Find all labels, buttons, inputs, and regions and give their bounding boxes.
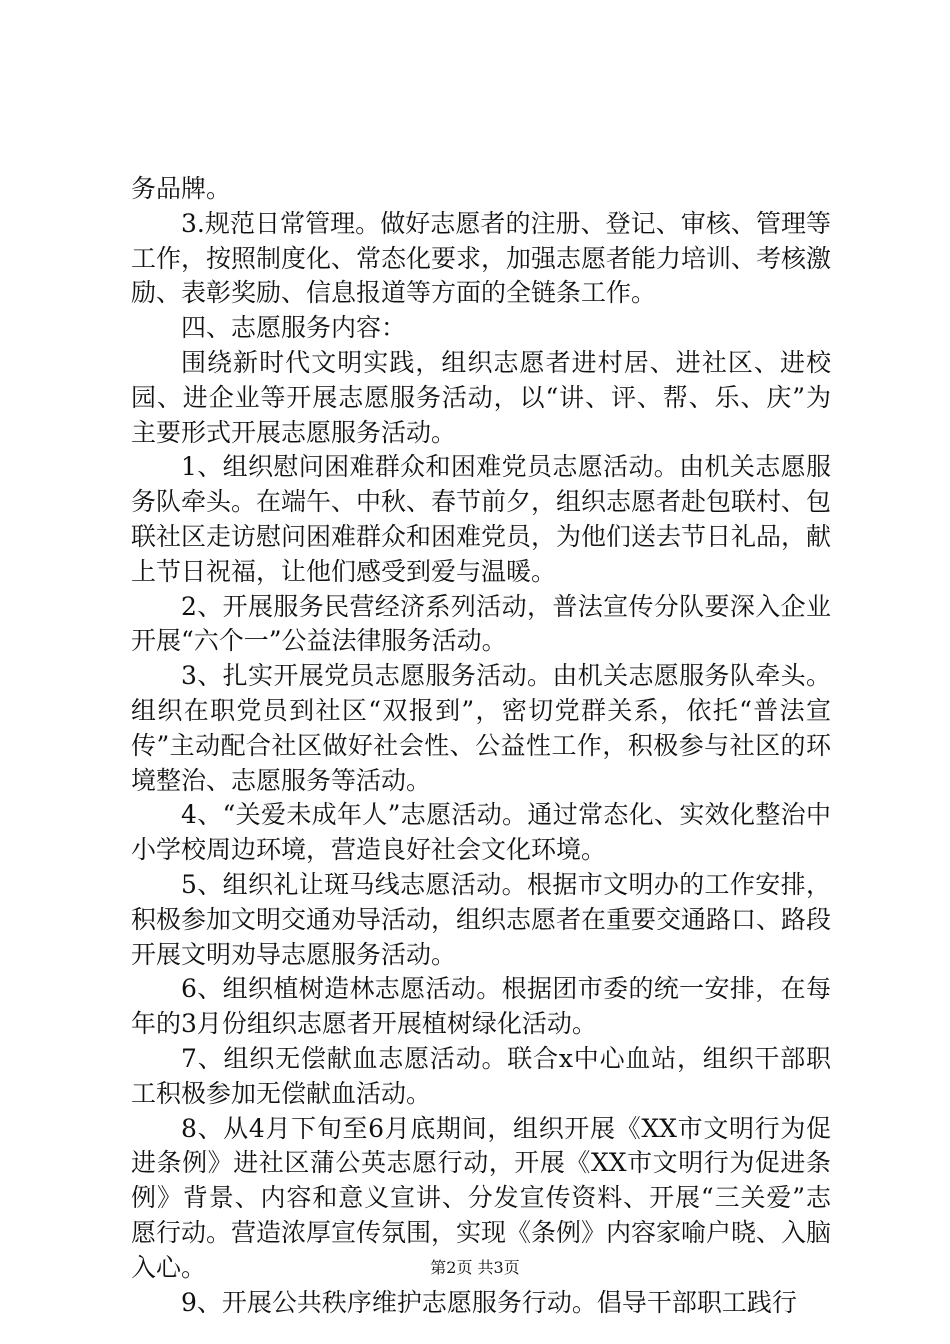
- paragraph-item-3: 3、扎实开展党员志愿服务活动。由机关志愿服务队牵头。组织在职党员到社区“双报到”，密切党群关系，依托“普法宣传”主动配合社区做好社会性、公益性工作，积极参与社区的环境整治、志愿服务等活动。: [131, 661, 831, 795]
- paragraph-continuation: 务品牌。: [131, 174, 232, 203]
- paragraph-item-5: 5、组织礼让斑马线志愿活动。根据市文明办的工作安排，积极参加文明交通劝导活动，组织志愿者在重要交通路口、路段开展文明劝导志愿服务活动。: [131, 869, 832, 969]
- paragraph-item-7: 7、组织无偿献血志愿活动。联合x中心血站，组织干部职工积极参加无偿献血活动。: [131, 1043, 831, 1108]
- paragraph-item-8: 8、从4月下旬至6月底期间，组织开展《XX市文明行为促进条例》进社区蒲公英志愿行动，开展《XX市文明行为促进条例》背景、内容和意义宣讲、分发宣传资料、开展“三关爱”志愿行动。营造浓厚宣传氛围，实现《条例》内容家喻户晓、入脑入心。: [131, 1113, 832, 1282]
- page-footer: 第2页 共3页: [430, 1258, 520, 1277]
- document-body: [131, 172, 831, 1320]
- paragraph-intro: 围绕新时代文明实践，组织志愿者进村居、进社区、进校园、进企业等开展志愿服务活动，以“讲、评、帮、乐、庆”为主要形式开展志愿服务活动。: [131, 347, 831, 447]
- paragraph-item-3-management: 3.规范日常管理。做好志愿者的注册、登记、审核、管理等工作，按照制度化、常态化要求，加强志愿者能力培训、考核激励、表彰奖励、信息报道等方面的全链条工作。: [131, 208, 832, 308]
- paragraph-item-2: 2、开展服务民营经济系列活动，普法宣传分队要深入企业开展“六个一”公益法律服务活动。: [131, 591, 831, 656]
- paragraph-item-4: 4、“关爱未成年人”志愿活动。通过常态化、实效化整治中小学校周边环境，营造良好社会文化环境。: [131, 800, 831, 865]
- paragraph-item-6: 6、组织植树造林志愿活动。根据团市委的统一安排，在每年的3月份组织志愿者开展植树绿化活动。: [131, 974, 831, 1039]
- paragraph-item-9: 9、开展公共秩序维护志愿服务行动。倡导干部职工践行: [181, 1287, 797, 1317]
- section-heading-service-content: 四、志愿服务内容：: [181, 313, 407, 343]
- paragraph-item-1: 1、组织慰问困难群众和困难党员志愿活动。由机关志愿服务队牵头。在端午、中秋、春节前夕，组织志愿者赴包联村、包联社区走访慰问困难群众和困难党员，为他们送去节日礼品，献上节日祝福，让他们感受到爱与温暖。: [131, 452, 832, 586]
